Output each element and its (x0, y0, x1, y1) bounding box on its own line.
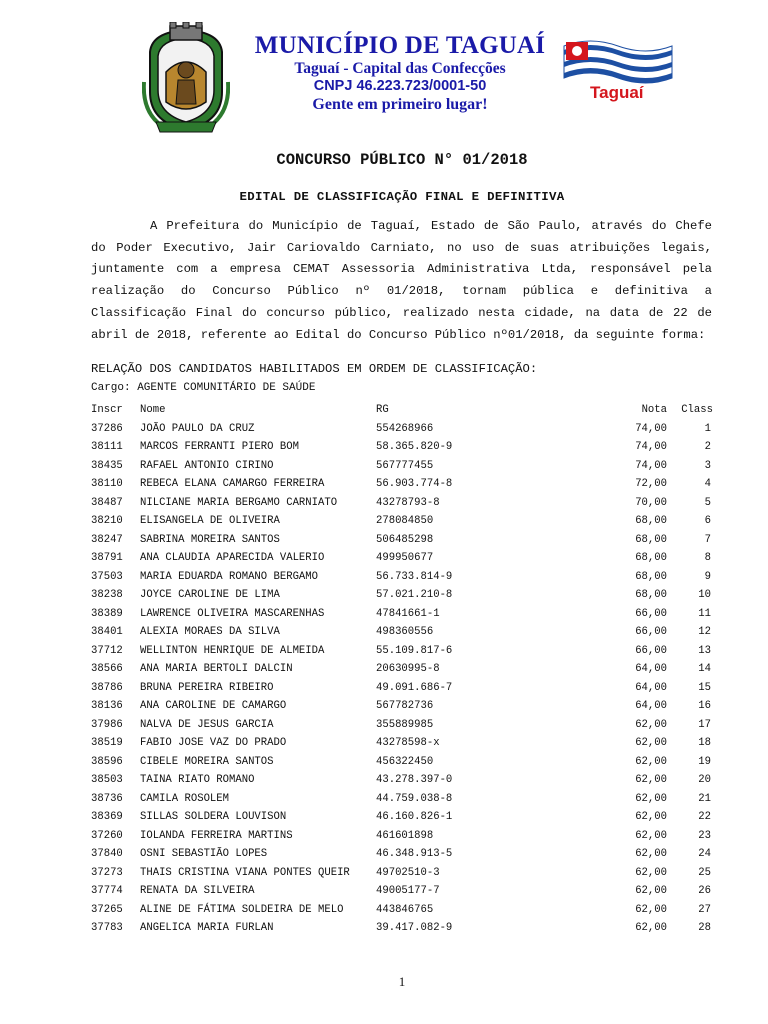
cell-rg: 567782736 (376, 700, 434, 712)
cell-rg: 49005177-7 (376, 885, 440, 897)
cell-rg: 56.903.774-8 (376, 478, 453, 490)
cell-nome: BRUNA PEREIRA RIBEIRO (140, 681, 274, 694)
cell-nota: 64,00 (635, 700, 667, 712)
table-row (91, 420, 713, 439)
table-row (91, 716, 713, 735)
logo-wordmark: Taguaí (590, 83, 644, 102)
cell-rg: 43278598-x (376, 737, 440, 749)
table-row (91, 845, 713, 864)
cell-nome: SILLAS SOLDERA LOUVISON (140, 811, 287, 823)
cell-nota: 62,00 (635, 829, 667, 842)
cell-inscr: 37840 (91, 848, 123, 860)
cell-nome: JOYCE CAROLINE DE LIMA (140, 589, 280, 601)
table-row (91, 457, 713, 476)
cell-nota: 62,00 (635, 866, 667, 879)
cell-inscr: 37273 (91, 866, 123, 879)
cell-inscr: 37260 (91, 829, 123, 842)
cell-inscr: 37986 (91, 718, 123, 731)
cell-class: 3 (704, 459, 711, 472)
cell-nota: 62,00 (635, 922, 667, 934)
cell-rg: 456322450 (376, 755, 434, 768)
cell-rg: 443846765 (376, 903, 434, 916)
cell-nome: ANA MARIA BERTOLI DALCIN (140, 663, 293, 675)
cell-rg: 58.365.820-9 (376, 441, 453, 453)
cell-rg: 39.417.082-9 (376, 922, 453, 934)
cell-class: 4 (704, 478, 711, 490)
cell-nota: 62,00 (635, 774, 667, 786)
cell-inscr: 37503 (91, 570, 123, 583)
cell-class: 25 (698, 866, 711, 879)
table-header-row (91, 401, 713, 420)
municipality-name: MUNICÍPIO DE TAGUAÍ (254, 32, 546, 59)
cell-rg: 499950677 (376, 552, 434, 564)
cell-inscr: 37774 (91, 885, 123, 897)
table-row (91, 882, 713, 901)
cell-nota: 62,00 (635, 903, 667, 916)
cell-inscr: 38736 (91, 792, 123, 805)
cell-inscr: 38401 (91, 626, 123, 638)
cell-class: 19 (698, 755, 711, 768)
table-row (91, 512, 713, 531)
municipality-subtitle: Taguaí - Capital das Confecções (294, 60, 506, 77)
table-row (91, 734, 713, 753)
table-row (91, 494, 713, 513)
cell-class: 28 (698, 922, 711, 934)
cell-rg: 49702510-3 (376, 866, 440, 879)
cell-class: 1 (704, 422, 711, 435)
cell-class: 22 (698, 811, 711, 823)
cell-rg: 46.160.826-1 (376, 811, 453, 823)
cell-nome: MARCOS FERRANTI PIERO BOM (140, 441, 299, 453)
table-row (91, 568, 713, 587)
cell-nota: 68,00 (635, 552, 667, 564)
cell-nome: ALEXIA MORAES DA SILVA (140, 626, 280, 638)
cell-nota: 62,00 (635, 792, 667, 805)
cell-class: 16 (698, 700, 711, 712)
cell-rg: 43278793-8 (376, 496, 440, 509)
cell-rg: 46.348.913-5 (376, 848, 453, 860)
page-number: 1 (398, 974, 406, 989)
municipality-cnpj: CNPJ 46.223.723/0001-50 (313, 78, 487, 94)
cell-nota: 68,00 (635, 589, 667, 601)
cell-nome: CAMILA ROSOLEM (140, 792, 230, 805)
cell-nota: 62,00 (635, 755, 667, 768)
cell-nome: NALVA DE JESUS GARCIA (140, 718, 274, 731)
letterhead (0, 0, 768, 140)
cell-nota: 62,00 (635, 737, 667, 749)
cell-nota: 62,00 (635, 718, 667, 731)
cell-class: 6 (704, 515, 711, 527)
table-row (91, 605, 713, 624)
table-row (91, 438, 713, 457)
cell-nota: 74,00 (635, 459, 667, 472)
cell-nome: THAIS CRISTINA VIANA PONTES QUEIR (140, 866, 350, 879)
cell-class: 2 (704, 441, 711, 453)
cell-nota: 62,00 (635, 811, 667, 823)
cell-nome: RENATA DA SILVEIRA (140, 885, 255, 897)
cell-inscr: 37265 (91, 903, 123, 916)
cell-rg: 44.759.038-8 (376, 792, 453, 805)
cell-inscr: 38111 (91, 441, 123, 453)
cell-inscr: 38238 (91, 589, 123, 601)
cell-rg: 55.109.817-6 (376, 644, 453, 657)
table-row (91, 642, 713, 661)
table-row (91, 679, 713, 698)
cell-nota: 66,00 (635, 626, 667, 638)
column-header-inscr: Inscr (91, 404, 123, 416)
table-row (91, 919, 713, 938)
cell-inscr: 37783 (91, 922, 123, 934)
cell-nome: IOLANDA FERREIRA MARTINS (140, 829, 293, 842)
column-header-class: Class (681, 404, 713, 416)
cell-rg: 498360556 (376, 626, 434, 638)
table-row (91, 753, 713, 772)
cell-rg: 57.021.210-8 (376, 589, 453, 601)
cell-inscr: 38487 (91, 496, 123, 509)
cell-nota: 74,00 (635, 422, 667, 435)
cell-nome: CIBELE MOREIRA SANTOS (140, 755, 274, 768)
cell-class: 23 (698, 829, 711, 842)
cell-nome: SABRINA MOREIRA SANTOS (140, 533, 280, 546)
taguai-logo (560, 38, 678, 108)
cell-nome: WELLINTON HENRIQUE DE ALMEIDA (140, 644, 325, 657)
table-row (91, 623, 713, 642)
cell-nota: 66,00 (635, 607, 667, 620)
table-row (91, 697, 713, 716)
cell-nome: RAFAEL ANTONIO CIRINO (140, 459, 274, 472)
cell-class: 21 (698, 792, 711, 805)
cell-rg: 43.278.397-0 (376, 774, 453, 786)
cell-rg: 554268966 (376, 422, 434, 435)
cell-nome: NILCIANE MARIA BERGAMO CARNIATO (140, 496, 338, 509)
cell-inscr: 38369 (91, 811, 123, 823)
table-row (91, 901, 713, 920)
relation-heading: RELAÇÃO DOS CANDIDATOS HABILITADOS EM ORDEM DE CLASSIFICAÇÃO: (91, 362, 538, 376)
cell-class: 7 (704, 533, 711, 546)
cell-inscr: 38566 (91, 663, 123, 675)
cell-nome: ALINE DE FÁTIMA SOLDEIRA DE MELO (140, 903, 344, 916)
cell-class: 27 (698, 903, 711, 916)
intro-paragraph (91, 216, 712, 346)
cell-nota: 74,00 (635, 441, 667, 453)
cell-class: 10 (698, 589, 711, 601)
cell-class: 8 (704, 552, 711, 564)
cell-inscr: 37712 (91, 644, 123, 657)
cargo-line: Cargo: AGENTE COMUNITÁRIO DE SAÚDE (91, 382, 316, 394)
cell-inscr: 38389 (91, 607, 123, 620)
cell-nota: 72,00 (635, 478, 667, 490)
cell-inscr: 38503 (91, 774, 123, 786)
column-header-rg: RG (376, 404, 389, 416)
municipality-motto: Gente em primeiro lugar! (312, 96, 488, 113)
table-row (91, 531, 713, 550)
cell-class: 5 (704, 496, 711, 509)
table-row (91, 808, 713, 827)
cell-nome: REBECA ELANA CAMARGO FERREIRA (140, 478, 325, 490)
cell-inscr: 38110 (91, 478, 123, 490)
intro-text: A Prefeitura do Município de Taguaí, Estado de São Paulo, através do Chefe do Poder Executivo, Jair Cariovaldo Carniato, no uso de suas atribuições legais, juntamente com a empresa CEMAT Assessoria Administrativa Ltda, responsável pela realização do Concurso Público nº 01/2018, tornam pública e definitiva a Classificação Final do concurso público, realizado nesta cidade, na data de 22 de abril de 2018, referente ao Edital do Concurso Público nº01/2018, da seguinte forma: (91, 219, 712, 342)
cell-inscr: 38791 (91, 552, 123, 564)
cell-nota: 68,00 (635, 515, 667, 527)
cell-nome: ANA CAROLINE DE CAMARGO (140, 700, 287, 712)
table-body (91, 420, 713, 938)
cell-rg: 56.733.814-9 (376, 570, 453, 583)
cell-nota: 66,00 (635, 644, 667, 657)
cell-nota: 68,00 (635, 533, 667, 546)
cell-nome: FABIO JOSE VAZ DO PRADO (140, 737, 287, 749)
cell-rg: 461601898 (376, 829, 434, 842)
cell-class: 18 (698, 737, 711, 749)
cell-nome: ANGELICA MARIA FURLAN (140, 922, 274, 934)
cell-inscr: 38247 (91, 533, 123, 546)
table-row (91, 771, 713, 790)
contest-title: CONCURSO PÚBLICO N° 01/2018 (276, 151, 528, 169)
cell-nota: 68,00 (635, 570, 667, 583)
cell-rg: 355889985 (376, 718, 434, 731)
cell-nome: LAWRENCE OLIVEIRA MASCARENHAS (140, 607, 325, 620)
column-header-nota: Nota (641, 404, 667, 416)
table-row (91, 660, 713, 679)
table-row (91, 549, 713, 568)
cell-inscr: 38596 (91, 755, 123, 768)
cell-nome: ANA CLAUDIA APARECIDA VALERIO (140, 552, 325, 564)
cell-class: 13 (698, 644, 711, 657)
classification-table (91, 401, 713, 938)
table-row (91, 586, 713, 605)
cell-inscr: 37286 (91, 422, 123, 435)
column-header-nome: Nome (140, 404, 166, 416)
edital-title: EDITAL DE CLASSIFICAÇÃO FINAL E DEFINITIVA (239, 190, 565, 204)
cell-nome: ELISANGELA DE OLIVEIRA (140, 515, 280, 527)
cell-rg: 20630995-8 (376, 663, 440, 675)
cell-class: 17 (698, 718, 711, 731)
cell-nome: MARIA EDUARDA ROMANO BERGAMO (140, 570, 319, 583)
cell-inscr: 38519 (91, 737, 123, 749)
cell-class: 14 (698, 663, 711, 675)
cell-rg: 278084850 (376, 515, 434, 527)
cell-class: 26 (698, 885, 711, 897)
cell-rg: 506485298 (376, 533, 434, 546)
cell-inscr: 38210 (91, 515, 123, 527)
cell-class: 24 (698, 848, 711, 860)
table-row (91, 864, 713, 883)
cell-class: 11 (698, 607, 711, 620)
cell-nota: 62,00 (635, 885, 667, 897)
cell-class: 9 (704, 570, 711, 583)
cell-rg: 567777455 (376, 459, 434, 472)
cell-inscr: 38786 (91, 681, 123, 694)
cell-nota: 64,00 (635, 663, 667, 675)
cell-inscr: 38435 (91, 459, 123, 472)
table-row (91, 790, 713, 809)
cell-rg: 47841661-1 (376, 607, 440, 620)
cell-class: 12 (698, 626, 711, 638)
cell-nota: 70,00 (635, 496, 667, 509)
cell-nome: TAINA RIATO ROMANO (140, 774, 255, 786)
cell-class: 20 (698, 774, 711, 786)
cell-inscr: 38136 (91, 700, 123, 712)
cell-nota: 64,00 (635, 681, 667, 694)
cell-nome: OSNI SEBASTIÃO LOPES (140, 848, 268, 860)
table-row (91, 827, 713, 846)
cell-nome: JOÃO PAULO DA CRUZ (140, 422, 255, 435)
cell-class: 15 (698, 681, 711, 694)
cell-nota: 62,00 (635, 848, 667, 860)
table-row (91, 475, 713, 494)
cell-rg: 49.091.686-7 (376, 681, 453, 694)
